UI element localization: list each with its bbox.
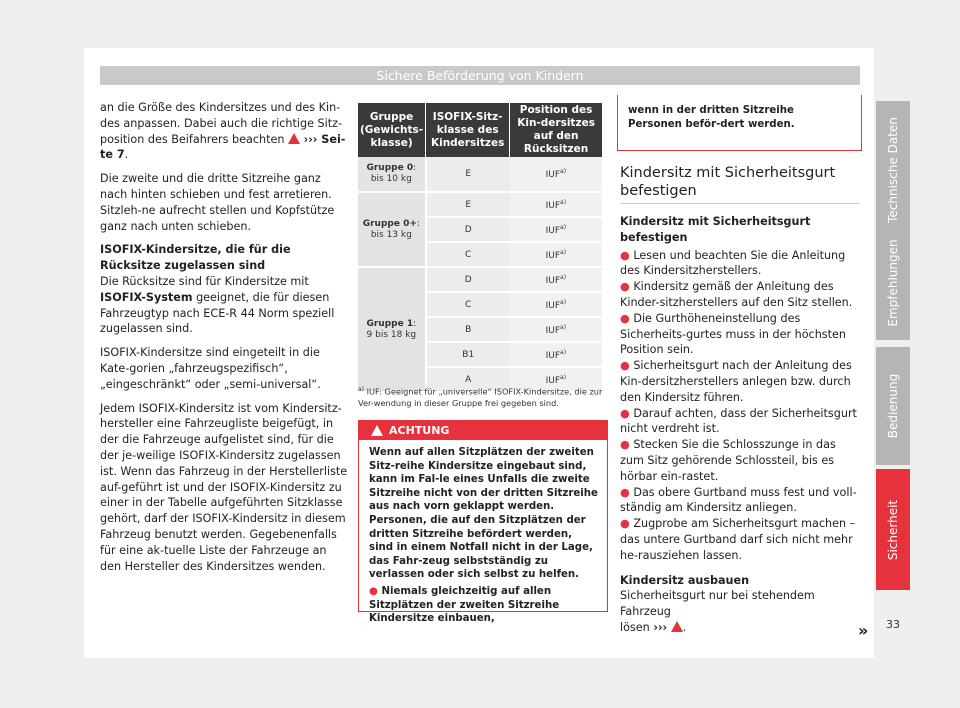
class-cell: D [426, 217, 510, 242]
warning-box-body [359, 440, 607, 626]
instruction-list [620, 248, 862, 564]
tab-bedienung[interactable]: Bedienung [876, 347, 910, 465]
position-cell: IUF$^{a)}$ [510, 267, 602, 292]
table-row [358, 157, 602, 192]
class-cell: E [426, 157, 510, 192]
page-reference-link[interactable]: ››› Sei- [303, 132, 346, 146]
position-cell: IUF$^{a)}$ [510, 292, 602, 317]
bullet-icon: ● [620, 485, 630, 499]
warning-icon [288, 133, 300, 144]
warning-box-header: ACHTUNG [359, 421, 607, 440]
page-reference-link-cont[interactable]: te 7 [100, 148, 125, 162]
list-item: ● Stecken Sie die Schlosszunge in das zum Sitz gehörende Schlossteil, bis es hörbar ein-rastet. [620, 438, 836, 483]
group-cell: Gruppe 1: 9 bis 18 kg [358, 267, 426, 392]
subheading-remove: Kindersitz ausbauen [620, 573, 750, 587]
class-cell: B [426, 317, 510, 342]
warning-bullet: ● Niemals gleichzeitig auf allen Sitzplätzen der zweiten Sitzreihe Kindersitze einbauen, [369, 585, 560, 625]
tab-technische-daten[interactable]: Technische Daten [876, 101, 910, 239]
right-column [620, 214, 862, 644]
list-item: ● Die Gurthöheneinstellung des Sicherheits-gurtes muss in der höchsten Position sein. [620, 311, 846, 357]
left-column [100, 100, 348, 582]
paragraph-intro: an die Größe des Kindersitzes und des Kin- des anpassen. Dabei auch die richtige Sitz- position des Beifahrers beachten ››› Sei- te 7. [100, 101, 346, 162]
class-cell: A [426, 367, 510, 392]
table-header-group: Gruppe (Gewichts-klasse) [358, 103, 426, 157]
bullet-icon: ● [620, 359, 630, 373]
subheading-belt: Kindersitz mit Sicherheitsgurt befestigen [620, 215, 811, 244]
group-cell: Gruppe 0+: bis 13 kg [358, 192, 426, 267]
position-cell: IUF$^{a)}$ [510, 242, 602, 267]
table-footnote: $^{a)}$ IUF: Geeignet für „universelle“ ISOFIX-Kindersitze, die zur Ver-wendung in dieser Gruppe frei gegeben sind. [358, 386, 603, 408]
class-cell: E [426, 192, 510, 217]
position-cell: IUF$^{a)}$ [510, 192, 602, 217]
bullet-icon: ● [620, 280, 630, 294]
warning-box [358, 420, 608, 625]
list-item: ● Zugprobe am Sicherheitsgurt machen – das untere Gurtband darf sich nicht mehr he-rausziehen lassen. [620, 517, 856, 562]
bullet-icon: ● [620, 311, 630, 325]
section-divider [620, 203, 860, 204]
section-title: Kindersitz mit Sicherheitsgurt befestigen [620, 165, 836, 199]
paragraph-isofix-system: Die Rücksitze sind für Kindersitze mit ISOFIX-System geeignet, die für diesen Fahrzeugtyp nach ECE-R 44 Norm speziell zugelassen sind. [100, 274, 335, 336]
table-header-row [358, 103, 602, 157]
paragraph-categories: ISOFIX-Kindersitze sind eingeteilt in die Kate-gorien „fahrzeugspezifisch“, „eingeschränkt“ oder „semi-universal“. [100, 346, 321, 391]
group-cell: Gruppe 0: bis 10 kg [358, 157, 426, 192]
page-number: 33 [886, 618, 900, 631]
list-item: ● Darauf achten, dass der Sicherheitsgurt nicht verdreht ist. [620, 406, 857, 436]
table-header-class: ISOFIX-Sitz-klasse des Kindersitzes [426, 103, 510, 157]
class-cell: C [426, 292, 510, 317]
class-cell: C [426, 242, 510, 267]
position-cell: IUF$^{a)}$ [510, 217, 602, 242]
bullet-icon: ● [369, 585, 378, 597]
list-item: ● Kindersitz gemäß der Anleitung des Kinder-sitzherstellers auf den Sitz stellen. [620, 280, 853, 309]
warning-box-continued: wenn in der dritten Sitzreihe Personen beför-dert werden. [617, 95, 862, 151]
class-cell: D [426, 267, 510, 292]
bullet-icon: ● [620, 248, 630, 262]
position-cell: IUF$^{a)}$ [510, 367, 602, 392]
position-cell: IUF$^{a)}$ [510, 317, 602, 342]
paragraph-remove: Sicherheitsgurt nur bei stehendem Fahrzeug lösen ››› . [620, 589, 815, 634]
page-header: Sichere Beförderung von Kindern [100, 66, 860, 85]
list-item: ● Das obere Gurtband muss fest und voll-ständig am Kindersitz anliegen. [620, 485, 857, 515]
class-cell: B1 [426, 342, 510, 367]
table-row [358, 192, 602, 217]
isofix-table [358, 103, 602, 393]
warning-reference-link[interactable]: ››› [653, 620, 668, 634]
position-cell: IUF$^{a)}$ [510, 342, 602, 367]
continue-icon: » [858, 621, 869, 640]
paragraph-vehicle-list: Jedem ISOFIX-Kindersitz ist vom Kindersitz-hersteller eine Fahrzeugliste beigefügt, in der die Fahrzeuge aufgelistet sind, für die der je-weilige ISOFIX-Kindersitz zugelassen ist. Wenn das Fahrzeug in der Herstellerliste auf-geführt ist und der ISOFIX-Kindersitz zu einer in der Tabelle aufgeführten Sitzklasse gehört, darf der ISOFIX-Kindersitz in diesem Fahrzeug benutzt werden. Gegebenenfalls für eine ak-tuelle Liste der Fahrzeuge an den Hersteller des Kindersitzes wenden. [100, 401, 348, 573]
warning-icon [371, 425, 383, 436]
bullet-icon: ● [620, 438, 630, 452]
subheading-isofix: ISOFIX-Kindersitze, die für die Rücksitze zugelassen sind [100, 243, 291, 273]
table-row [358, 267, 602, 292]
tab-empfehlungen[interactable]: Empfehlungen [876, 225, 910, 340]
warning-icon [671, 621, 683, 632]
bullet-icon: ● [620, 406, 630, 420]
bullet-icon: ● [620, 517, 630, 531]
list-item: ● Sicherheitsgurt nach der Anleitung des Kin-dersitzherstellers anlegen bzw. durch den Kindersitz führen. [620, 359, 852, 404]
table-header-position: Position des Kin-dersitzes auf den Rücksitzen [510, 103, 602, 157]
paragraph-seat-rows: Die zweite und die dritte Sitzreihe ganz nach hinten schieben und fest arretieren. Sitzleh-ne aufrecht stellen und Kopfstütze ganz nach unten schieben. [100, 172, 335, 233]
tab-sicherheit[interactable]: Sicherheit [876, 469, 910, 590]
list-item: ● Lesen und beachten Sie die Anleitung des Kindersitzherstellers. [620, 248, 846, 278]
position-cell: IUF$^{a)}$ [510, 157, 602, 192]
warning-text: Wenn auf allen Sitzplätzen der zweiten Sitz-reihe Kindersitze eingebaut sind, kann im Fal-le eines Unfalls die zweite Sitzreihe nicht von der dritten Sitzreihe aus nach vorn geklappt werden. Personen, die auf den Sitzplätzen der dritten Sitzreihe befördert werden, sind in einem Notfall nicht in der Lage, das Fahr-zeug selbstständig zu verlassen oder sich selbst zu helfen. [369, 447, 598, 581]
